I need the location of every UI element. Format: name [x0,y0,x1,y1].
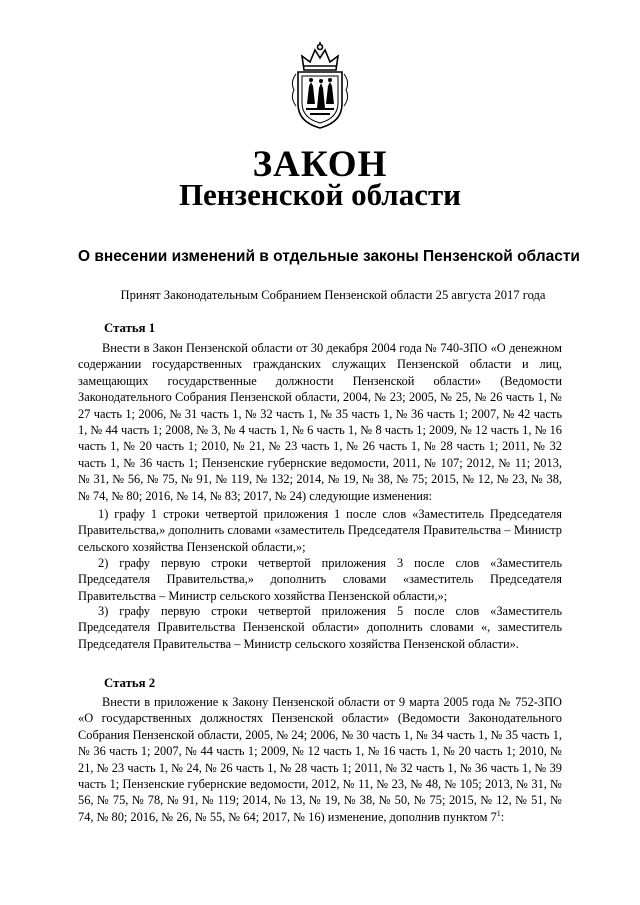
document-subtitle: Пензенской области [178,177,462,212]
adoption-note: Принят Законодательным Собранием Пензенской области 25 августа 2017 года [120,288,546,302]
article-2-intro [78,694,562,825]
article-1-item-2: 2) графу первую строки четвертой приложения 3 после слов «Заместитель Председателя Правительства,» дополнить словами «заместитель Председателя Правительства – Министр сельского хозяйства Пензенской области,»; [78,556,562,603]
article-2-heading: Статья 2 [104,676,156,690]
article-1-item-3: 3) графу первую строки четвертой приложения 5 после слов «Заместитель Председателя Правительства Пензенской области» дополнить словами «, заместитель Председателя Правительства – Министр сельского хозяйства Пензенской области». [78,604,562,651]
article-2-intro-text: Внести в приложение к Закону Пензенской области от 9 марта 2005 года № 752-ЗПО «О государственных должностях Пензенской области» (Ведомости Законодательного Собрания Пензенской области, 2005, № 24; 2006, № 30 часть 1, № 34 часть 1, № 35 часть 1, № 36 часть 1; 2007, № 44 часть 1; 2009, № 12 часть 1, № 16 часть 1, № 20 часть 1; 2010, № 21, № 23 часть 1, № 24, № 26 часть 1, № 28 часть 1; 2011, № 32 часть 1, № 36 часть 1, № 39 часть 1; Пензенские губернские ведомости, 2012, № 11, № 23, № 48, № 105; 2013, № 31, № 56, № 75, № 78, № 91, № 119; 2014, № 13, № 19, № 38, № 50, № 75; 2015, № 12, № 51, № 74, № 80; 2016, № 26, № 55, № 64; 2017, № 16) изменение, дополнив пунктом 7 [78,695,562,824]
article-1-intro: Внести в Закон Пензенской области от 30 декабря 2004 года № 740-ЗПО «О денежном содержании государственных гражданских служащих Пензенской области и лиц, замещающих государственные должности Пензенской области» (Ведомости Законодательного Собрания Пензенской области, 2004, № 23; 2005, № 25, № 26 часть 1, № 27 часть 1; 2006, № 31 часть 1, № 32 часть 1, № 35 часть 1, № 36 часть 1; 2007, № 42 часть 1, № 44 часть 1; 2008, № 3, № 4 часть 1, № 6 часть 1, № 8 часть 1; 2009, № 12 часть 1, № 16 часть 1, № 20 часть 1; 2010, № 21, № 23 часть 1, № 26 часть 1, № 28 часть 1; 2011, № 32 часть 1, № 36 часть 1; Пензенские губернские ведомости, 2011, № 107; 2012, № 11; 2013, № 31, № 56, № 75, № 91, № 119, № 132; 2014, № 19, № 38, № 75; 2015, № 12, № 23, № 38, № 74, № 80; 2016, № 14, № 83; 2017, № 24) следующие изменения: [78,341,562,503]
article-2-intro-end: : [500,809,505,824]
document-title: ЗАКОН [252,144,388,185]
article-1-item-1: 1) графу 1 строки четвертой приложения 1 после слов «Заместитель Председателя Правительства,» дополнить словами «заместитель Председателя Правительства – Министр сельского хозяйства Пензенской области,»; [78,507,562,554]
article-2-superscript: 1 [496,808,501,818]
coat-of-arms-icon [288,42,352,130]
article-1-heading: Статья 1 [104,321,156,335]
law-name: О внесении изменений в отдельные законы Пензенской области [78,248,580,265]
